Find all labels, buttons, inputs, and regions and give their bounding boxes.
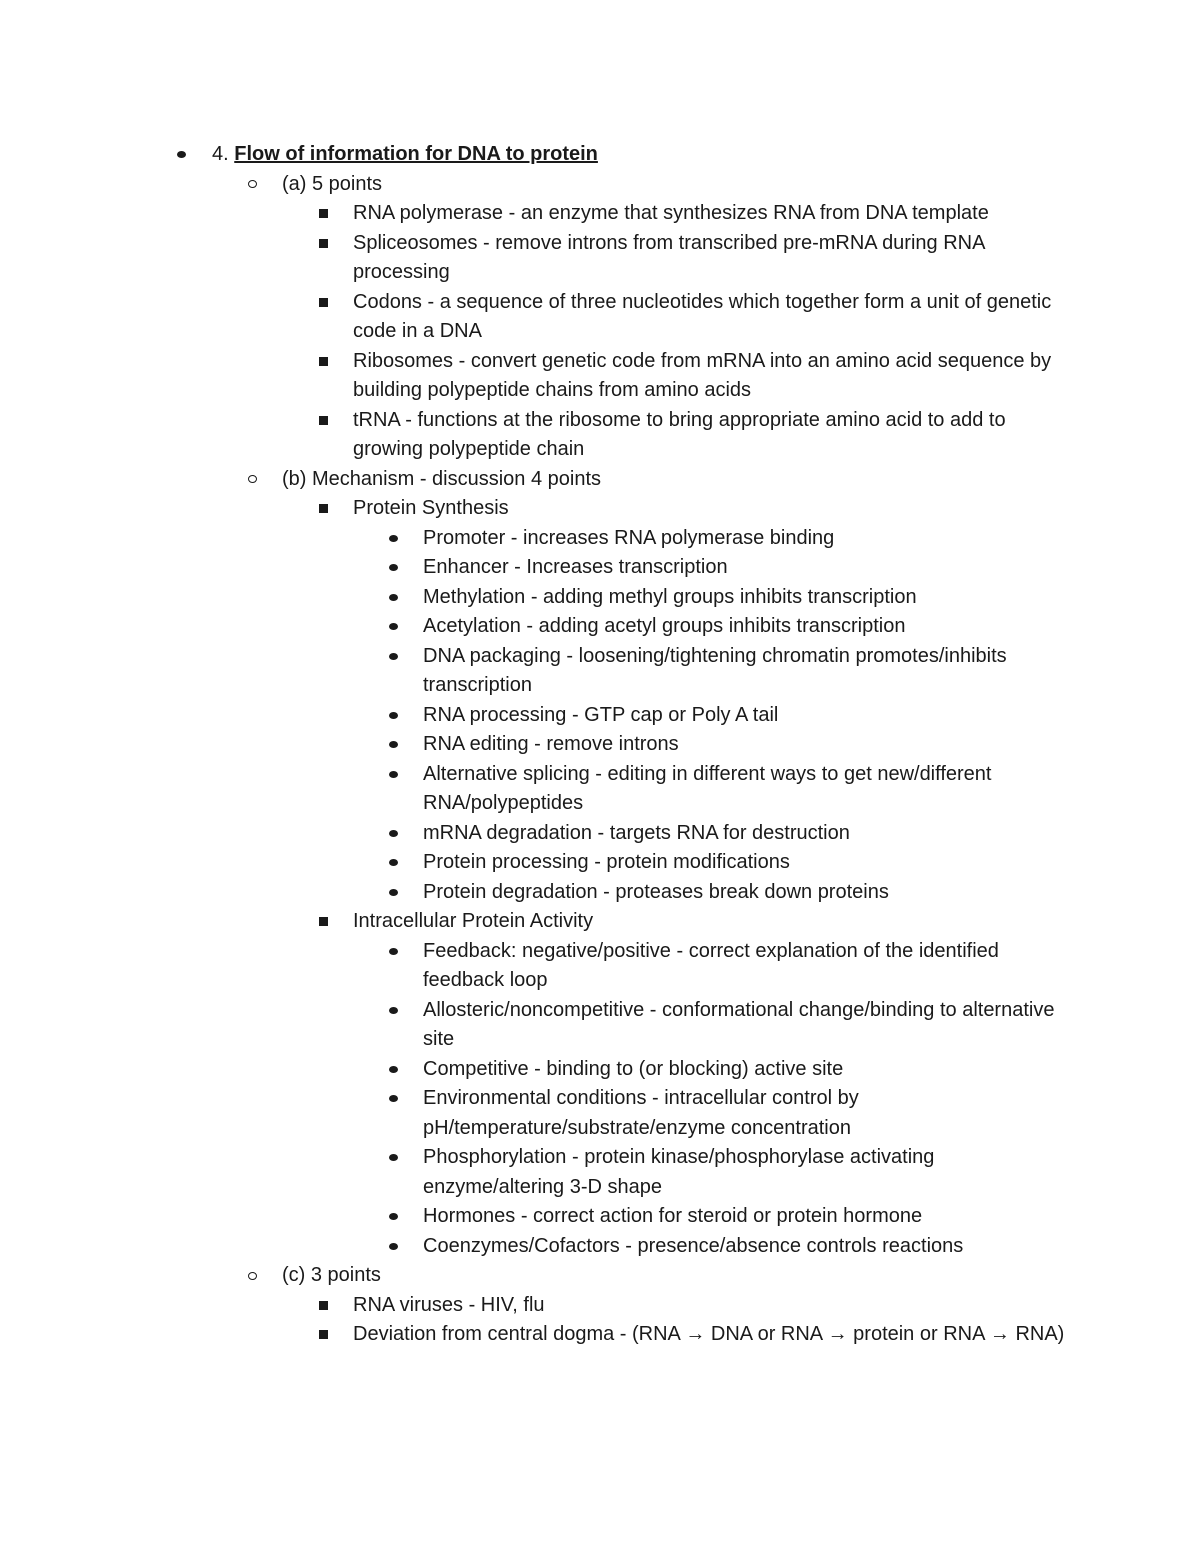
filled-bullet-icon: [386, 524, 400, 554]
filled-bullet-icon: [386, 760, 400, 790]
filled-bullet-icon: [386, 848, 400, 878]
square-bullet-icon: [316, 288, 330, 318]
filled-bullet-icon: [386, 1143, 400, 1173]
square-bullet-icon: [316, 1320, 330, 1350]
sub-list-item-text: Enhancer - Increases transcription: [423, 556, 728, 578]
sub-list-item-text: RNA processing - GTP cap or Poly A tail: [423, 703, 779, 726]
list-item-text: Ribosomes - convert genetic code from mRNA into an amino acid sequence by building polypeptide chains from amino acids: [353, 349, 1052, 401]
square-bullet-icon: [316, 1291, 330, 1321]
sub-list-item: [423, 612, 1072, 642]
sub-list-item-text: Environmental conditions - intracellular control by pH/temperature/substrate/enzyme concentration: [423, 1087, 859, 1139]
sections-list: [282, 170, 1072, 1350]
filled-bullet-icon: [386, 701, 400, 731]
list-item-text: Protein Synthesis: [353, 497, 509, 519]
sub-list-item-text: RNA editing - remove introns: [423, 733, 679, 755]
list-item: [353, 406, 1072, 465]
square-bullet-icon: [316, 406, 330, 436]
section-label: (c) 3 points: [282, 1264, 381, 1286]
list-item: [353, 347, 1072, 406]
filled-bullet-icon: [386, 642, 400, 672]
sub-list-item: [423, 642, 1072, 701]
sub-list-item-text: Hormones - correct action for steroid or protein hormone: [423, 1205, 923, 1227]
filled-bullet-icon: [386, 1055, 400, 1085]
sub-list-item-text: mRNA degradation - targets RNA for destruction: [423, 821, 850, 844]
list-item-text: Codons - a sequence of three nucleotides which together form a unit of genetic code in a DNA: [353, 290, 1052, 342]
sub-list-item: [423, 1084, 1072, 1143]
list-item-text: Intracellular Protein Activity: [353, 910, 594, 932]
sub-list-item: [423, 937, 1072, 996]
filled-bullet-icon: [386, 996, 400, 1026]
section-item: [282, 1261, 1072, 1350]
sub-list-item-text: Promoter - increases RNA polymerase binding: [423, 526, 835, 549]
sub-list-item: [423, 1055, 1072, 1085]
sub-items-list: [423, 524, 1072, 908]
list-item-text: RNA polymerase - an enzyme that synthesizes RNA from DNA template: [353, 202, 989, 224]
section-item: [282, 170, 1072, 465]
hollow-bullet-icon: [245, 170, 259, 200]
sub-list-item-text: Methylation - adding methyl groups inhibits transcription: [423, 585, 917, 608]
section-label: (a) 5 points: [282, 172, 383, 195]
section-items-list: [353, 199, 1072, 465]
filled-bullet-icon: [386, 819, 400, 849]
hollow-bullet-icon: [245, 465, 259, 495]
filled-bullet-icon: [386, 612, 400, 642]
filled-bullet-icon: [386, 1232, 400, 1262]
list-item-text: Deviation from central dogma - (RNA → DNA or RNA → protein or RNA → RNA): [353, 1323, 1065, 1345]
sub-list-item: [423, 819, 1072, 849]
sub-list-item: [423, 730, 1072, 760]
square-bullet-icon: [316, 907, 330, 937]
list-item: [353, 1291, 1072, 1321]
sub-list-item-text: Acetylation - adding acetyl groups inhibits transcription: [423, 615, 906, 637]
sub-list-item: [423, 524, 1072, 554]
question-number: 4.: [212, 143, 229, 165]
sub-items-list: [423, 937, 1072, 1262]
square-bullet-icon: [316, 199, 330, 229]
list-item: [353, 1320, 1072, 1350]
filled-bullet-icon: [386, 1202, 400, 1232]
list-item-text: tRNA - functions at the ribosome to bring appropriate amino acid to add to growing polypeptide chain: [353, 408, 1006, 460]
hollow-bullet-icon: [245, 1261, 259, 1291]
sub-list-item: [423, 583, 1072, 613]
sub-list-item: [423, 878, 1072, 908]
square-bullet-icon: [316, 494, 330, 524]
filled-bullet-icon: [386, 878, 400, 908]
sub-list-item: [423, 1232, 1072, 1262]
list-item: [353, 199, 1072, 229]
filled-bullet-icon: [386, 583, 400, 613]
sub-list-item: [423, 848, 1072, 878]
question-item: [212, 140, 1072, 1350]
list-item: [353, 494, 1072, 907]
sub-list-item-text: DNA packaging - loosening/tightening chromatin promotes/inhibits transcription: [423, 644, 1007, 696]
section-items-list: [353, 1291, 1072, 1350]
sub-list-item: [423, 1202, 1072, 1232]
list-item: [353, 229, 1072, 288]
list-item-text: RNA viruses - HIV, flu: [353, 1293, 545, 1316]
section-item: [282, 465, 1072, 1262]
section-label: (b) Mechanism - discussion 4 points: [282, 467, 602, 490]
sub-list-item-text: Competitive - binding to (or blocking) active site: [423, 1057, 844, 1080]
sub-list-item: [423, 996, 1072, 1055]
sub-list-item-text: Coenzymes/Cofactors - presence/absence controls reactions: [423, 1234, 964, 1257]
question-title: Flow of information for DNA to protein: [234, 143, 598, 165]
sub-list-item-text: Allosteric/noncompetitive - conformational change/binding to alternative site: [423, 998, 1055, 1050]
sub-list-item-text: Protein degradation - proteases break down proteins: [423, 880, 889, 903]
sub-list-item: [423, 1143, 1072, 1202]
section-items-list: [353, 494, 1072, 1261]
filled-bullet-icon: [174, 140, 188, 170]
sub-list-item: [423, 553, 1072, 583]
sub-list-item-text: Alternative splicing - editing in different ways to get new/different RNA/polypeptides: [423, 762, 992, 814]
outline-list: [212, 140, 1072, 1350]
sub-list-item-text: Protein processing - protein modifications: [423, 851, 790, 873]
sub-list-item: [423, 701, 1072, 731]
filled-bullet-icon: [386, 553, 400, 583]
question-heading: [212, 140, 1072, 170]
sub-list-item-text: Phosphorylation - protein kinase/phosphorylase activating enzyme/altering 3-D shape: [423, 1146, 935, 1198]
list-item: [353, 907, 1072, 1261]
square-bullet-icon: [316, 347, 330, 377]
list-item-text: Spliceosomes - remove introns from transcribed pre-mRNA during RNA processing: [353, 231, 985, 283]
filled-bullet-icon: [386, 937, 400, 967]
list-item: [353, 288, 1072, 347]
filled-bullet-icon: [386, 730, 400, 760]
sub-list-item-text: Feedback: negative/positive - correct explanation of the identified feedback loop: [423, 939, 999, 991]
sub-list-item: [423, 760, 1072, 819]
square-bullet-icon: [316, 229, 330, 259]
filled-bullet-icon: [386, 1084, 400, 1114]
